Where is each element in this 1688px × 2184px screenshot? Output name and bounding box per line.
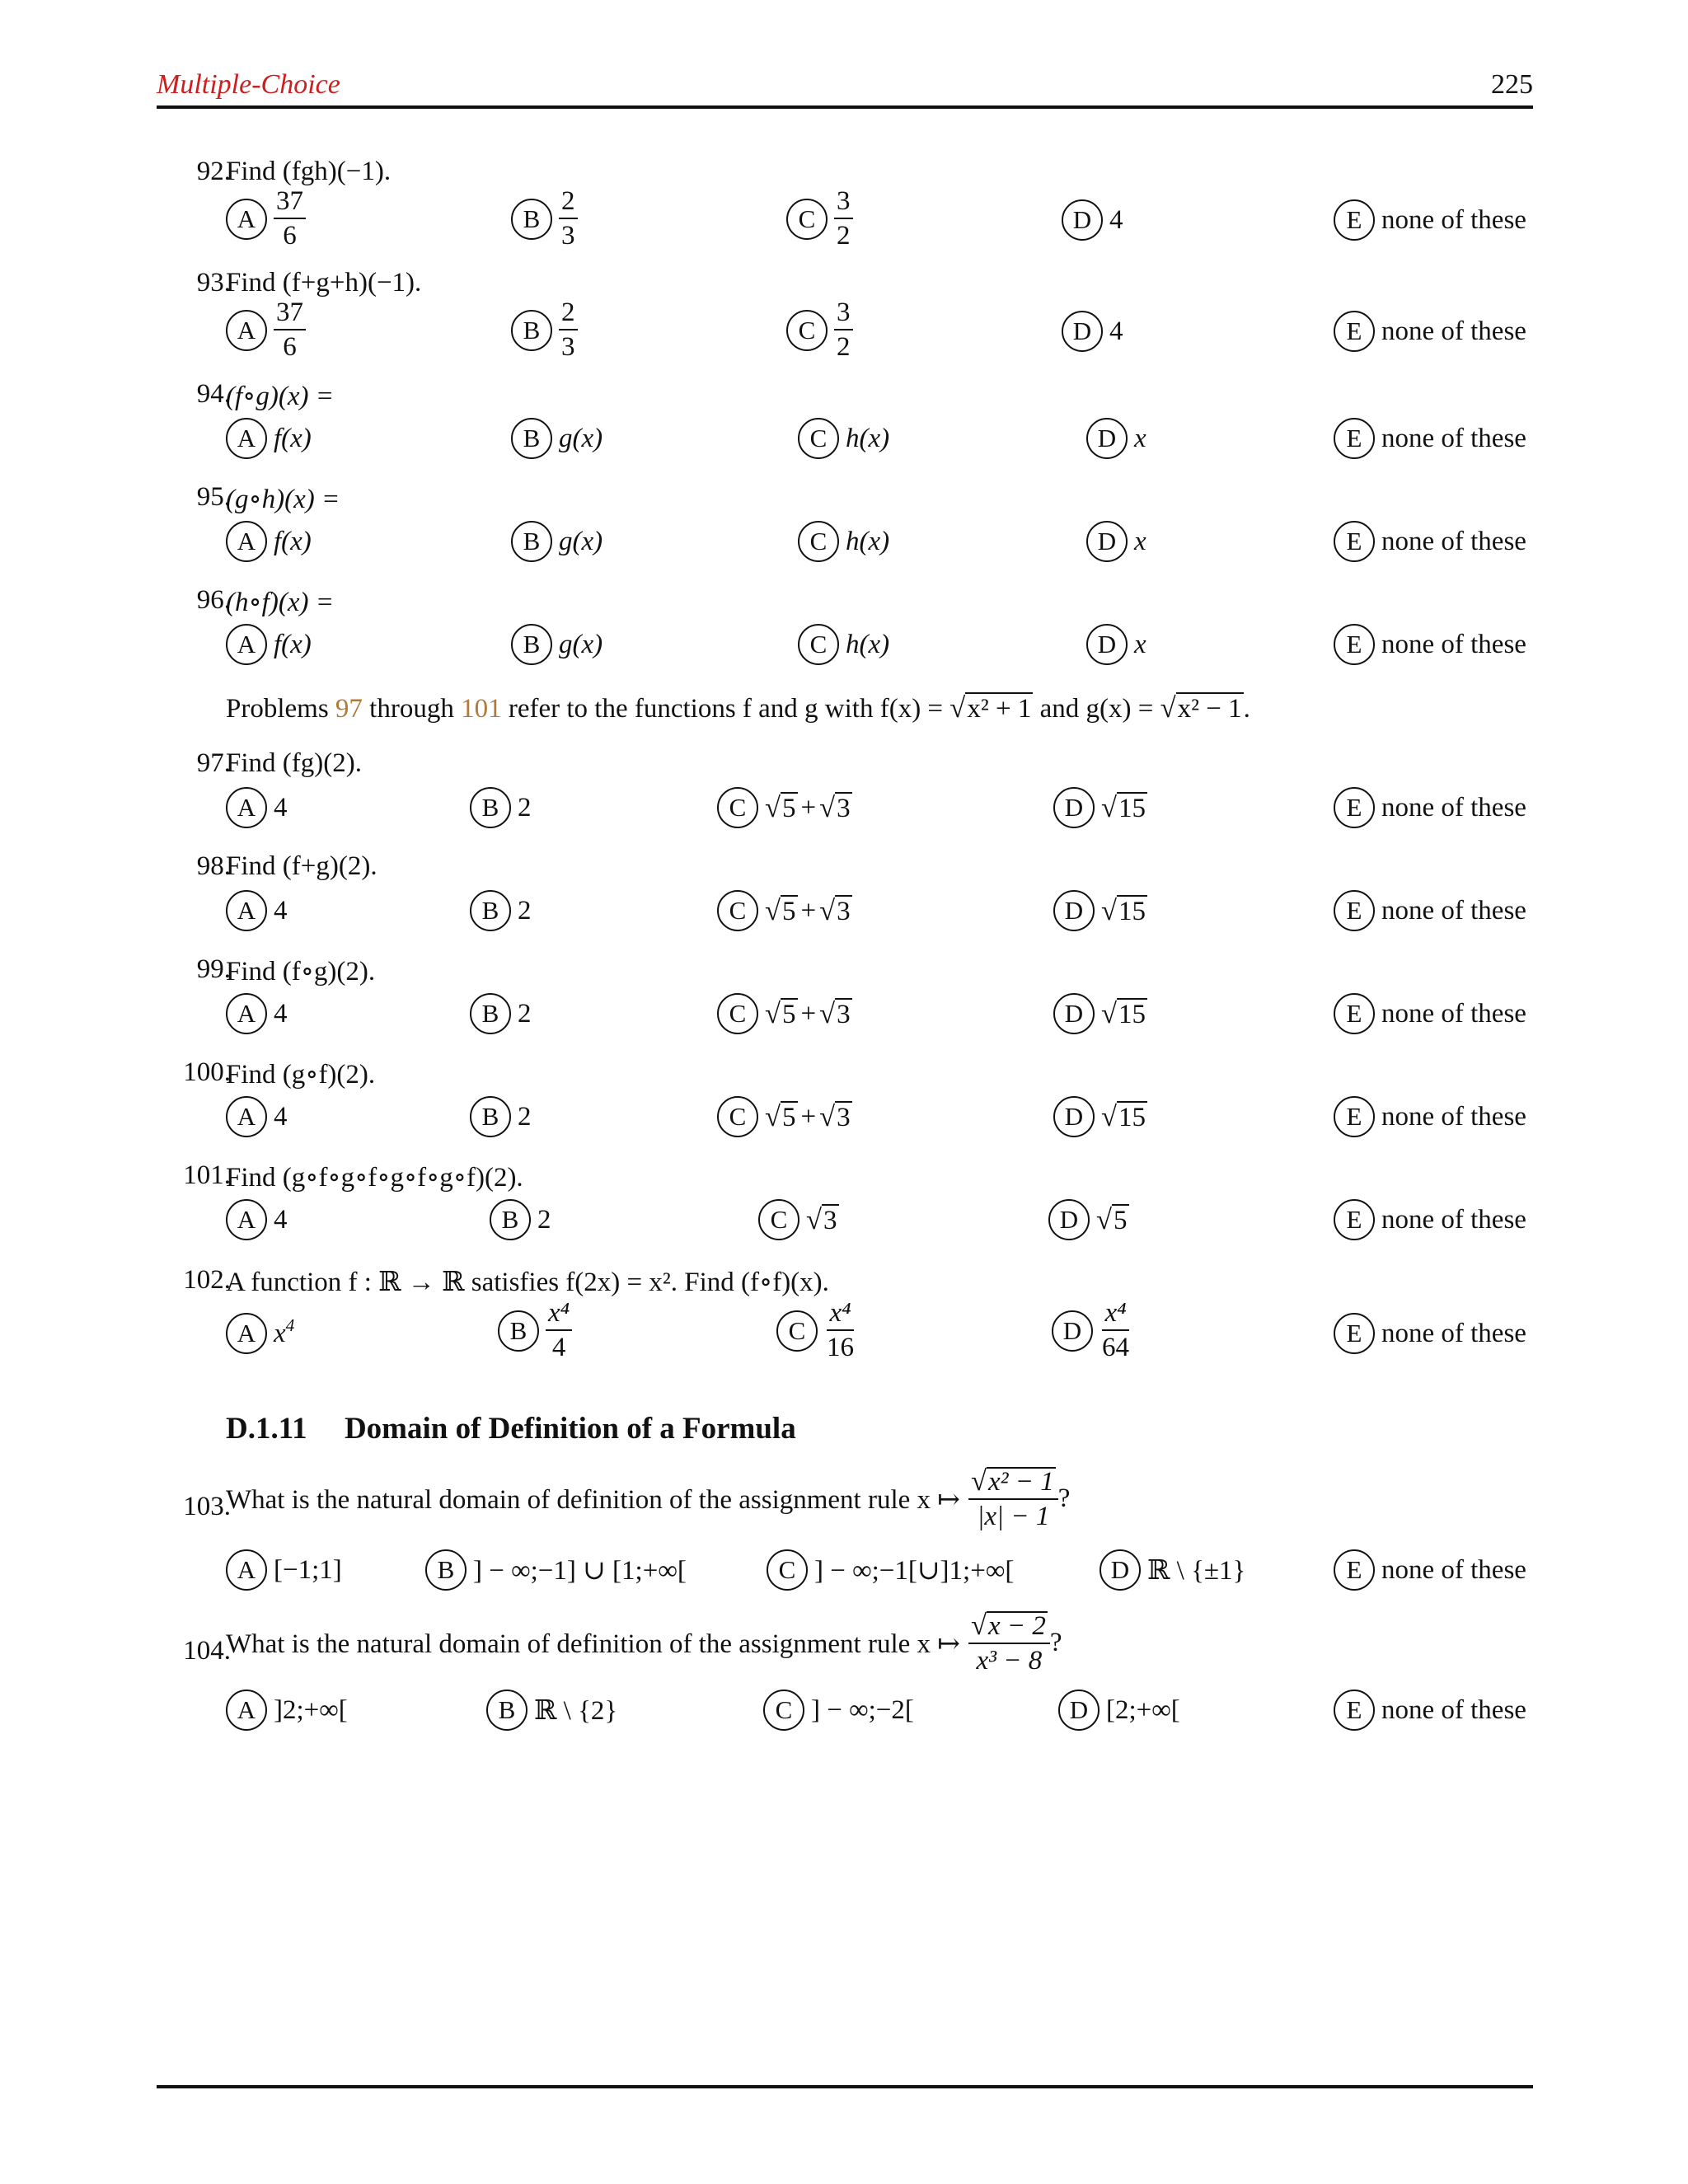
choice-d[interactable] — [1062, 311, 1123, 352]
choice-letter-circle: C — [758, 1199, 799, 1240]
choice-value: none of these — [1381, 1204, 1526, 1235]
choice-a[interactable] — [226, 521, 312, 562]
choice-c[interactable]: C √ 5 + √ 3 — [717, 993, 852, 1034]
choice-letter-circle: B — [511, 310, 552, 351]
choice-letter-circle: B — [498, 1310, 539, 1352]
choice-d[interactable] — [1100, 1549, 1245, 1591]
question-number: 98. — [196, 851, 231, 881]
choice-d[interactable] — [1086, 624, 1146, 665]
square-root: √ 15 — [1101, 894, 1146, 926]
choice-letter-circle: D — [1086, 624, 1128, 665]
choice-c[interactable]: C √ 5 + √ 3 — [717, 787, 852, 828]
choice-letter-circle: E — [1334, 787, 1375, 828]
choice-a[interactable] — [226, 1549, 342, 1591]
choice-letter-circle: B — [511, 521, 552, 562]
fraction: $\frac{\text{x⁴}}{4}$ — [546, 1300, 572, 1361]
choice-value: 4 — [1109, 204, 1123, 235]
choice-e[interactable] — [1334, 1549, 1526, 1591]
square-root: √ x − 2 — [970, 1610, 1046, 1641]
choice-letter-circle: D — [1053, 787, 1095, 828]
choice-value: x — [1134, 526, 1146, 556]
choice-b[interactable] — [511, 188, 578, 250]
choice-value: none of these — [1381, 316, 1526, 346]
choice-letter-circle: C — [798, 418, 839, 459]
choice-value: none of these — [1381, 1318, 1526, 1348]
square-root: √ 3 — [819, 997, 851, 1029]
square-root: √ 5 — [765, 997, 796, 1029]
choice-value: g(x) — [559, 423, 603, 453]
choice-value: none of these — [1381, 204, 1526, 235]
choice-c[interactable] — [786, 299, 853, 361]
choice-value: none of these — [1381, 423, 1526, 453]
choice-value: h(x) — [846, 526, 890, 556]
question-number: 92. — [196, 157, 231, 186]
question-stem: (g∘h)(x) = — [226, 485, 340, 514]
choice-value: 4 — [274, 792, 288, 823]
choice-e[interactable] — [1334, 1690, 1526, 1731]
question-number: 96. — [196, 585, 231, 615]
choice-d[interactable] — [1053, 787, 1147, 828]
square-root: √ x² + 1 — [950, 692, 1032, 724]
choice-a[interactable] — [226, 1199, 288, 1240]
choice-b[interactable] — [486, 1690, 617, 1731]
fraction: $\frac{3}{2}$ — [834, 188, 853, 250]
choice-letter-circle: D — [1062, 311, 1103, 352]
choice-value: none of these — [1381, 1554, 1526, 1585]
question-stem: Find (f∘g)(2). — [226, 957, 376, 987]
question-number: 101. — [183, 1160, 231, 1190]
choice-c[interactable] — [798, 418, 889, 459]
choice-value: ℝ \ {2} — [534, 1696, 618, 1726]
choice-value: 4 — [274, 1204, 288, 1235]
fraction: $\frac{\text{x⁴}}{64}$ — [1102, 1298, 1129, 1362]
choice-letter-circle: B — [470, 787, 511, 828]
choice-a[interactable] — [226, 418, 312, 459]
choice-value: x — [1134, 423, 1146, 453]
choice-value: none of these — [1381, 1694, 1526, 1725]
choice-a[interactable] — [226, 993, 288, 1034]
square-root: √ 3 — [819, 894, 851, 926]
choice-value: [−1;1] — [274, 1554, 342, 1585]
choice-letter-circle: A — [226, 418, 267, 459]
choice-letter-circle: E — [1334, 311, 1375, 352]
choice-d[interactable] — [1053, 1096, 1147, 1137]
choice-letter-circle: E — [1334, 521, 1375, 562]
choice-value: none of these — [1381, 526, 1526, 556]
choice-a[interactable] — [226, 1096, 288, 1137]
choice-d[interactable] — [1086, 418, 1146, 459]
choice-b[interactable] — [470, 1096, 532, 1137]
choice-e[interactable] — [1334, 1313, 1526, 1354]
question-stem: Find (f+g+h)(−1). — [226, 268, 422, 298]
choice-e[interactable] — [1334, 1199, 1526, 1240]
fraction: $\frac{37}{6}$ — [274, 188, 306, 250]
page-number: 225 — [1491, 69, 1533, 100]
choice-letter-circle: E — [1334, 1690, 1375, 1731]
choice-letter-circle: D — [1048, 1199, 1090, 1240]
choice-value: 2 — [537, 1204, 551, 1235]
fraction: $\frac{2}{3}$ — [559, 188, 578, 250]
choice-value: none of these — [1381, 1101, 1526, 1132]
question-number: 103. — [183, 1492, 231, 1521]
choice-d[interactable] — [1052, 1300, 1132, 1361]
question-number: 100. — [183, 1057, 231, 1087]
choice-value: ] − ∞;−2[ — [811, 1694, 914, 1725]
choice-value: none of these — [1381, 792, 1526, 823]
choice-letter-circle: B — [511, 199, 552, 240]
square-root: √ 5 — [765, 894, 796, 926]
choice-value: 4 — [274, 895, 288, 926]
choice-letter-circle: A — [226, 624, 267, 665]
choice-d[interactable] — [1053, 993, 1147, 1034]
section-title: Domain of Definition of a Formula — [344, 1412, 796, 1446]
choice-d[interactable] — [1058, 1690, 1180, 1731]
problems-intro: Problems 97 through 101 refer to the functions f and g with f(x) = √ x² + 1 and g(x) = √ x² − 1 . — [226, 692, 1250, 724]
choice-value: f(x) — [274, 423, 312, 453]
question-stem: Find (f+g)(2). — [226, 851, 377, 881]
square-root: √ x² − 1 — [1160, 692, 1242, 724]
question-stem: Find (fgh)(−1). — [226, 157, 392, 186]
choice-letter-circle: A — [226, 310, 267, 351]
choice-letter-circle: E — [1334, 1313, 1375, 1354]
choice-letter-circle: C — [798, 521, 839, 562]
question-stem: A function f : ℝ → ℝ satisfies f(2x) = x². Find (f∘f)(x). — [226, 1268, 829, 1297]
choice-b[interactable] — [425, 1549, 687, 1591]
choice-d[interactable] — [1048, 1199, 1129, 1240]
choice-c[interactable] — [776, 1300, 856, 1361]
choice-c[interactable] — [763, 1690, 914, 1731]
choice-value: [2;+∞[ — [1106, 1694, 1180, 1725]
choice-letter-circle: A — [226, 1549, 267, 1591]
choice-c[interactable] — [798, 624, 889, 665]
choice-letter-circle: A — [226, 1199, 267, 1240]
choice-letter-circle: E — [1334, 418, 1375, 459]
question-stem: What is the natural domain of definition of the assignment rule x ↦ √ x − 2 x³ − 8 ? — [226, 1610, 1062, 1675]
choice-letter-circle: A — [226, 199, 267, 240]
choice-e[interactable] — [1334, 890, 1526, 931]
question-number: 94. — [196, 379, 231, 409]
choice-letter-circle: C — [717, 1096, 758, 1137]
choice-letter-circle: D — [1062, 199, 1103, 241]
choice-value: ] − ∞;−1[∪]1;+∞[ — [814, 1556, 1015, 1586]
choice-value: none of these — [1381, 998, 1526, 1029]
question-stem: Find (g∘f)(2). — [226, 1060, 376, 1090]
choice-letter-circle: A — [226, 787, 267, 828]
choice-d[interactable] — [1086, 521, 1146, 562]
choice-value: 4 — [1109, 316, 1123, 346]
choice-letter-circle: A — [226, 993, 267, 1034]
choice-letter-circle: D — [1086, 418, 1128, 459]
question-number: 95. — [196, 482, 231, 512]
choice-letter-circle: C — [786, 199, 828, 240]
choice-value: h(x) — [846, 423, 890, 453]
question-stem: (h∘f)(x) = — [226, 588, 334, 617]
choice-value: 4 — [274, 1101, 288, 1132]
choice-a[interactable] — [226, 890, 288, 931]
square-root: √ 3 — [806, 1203, 837, 1235]
choice-letter-circle: E — [1334, 624, 1375, 665]
choice-letter-circle: A — [226, 1313, 267, 1354]
choice-letter-circle: E — [1334, 1199, 1375, 1240]
choice-a[interactable] — [226, 299, 306, 361]
choice-letter-circle: D — [1052, 1310, 1093, 1352]
choice-value: x — [1134, 629, 1146, 659]
choice-value: f(x) — [274, 526, 312, 556]
question-number: 104. — [183, 1636, 231, 1666]
choice-e[interactable] — [1334, 993, 1526, 1034]
choice-b[interactable] — [511, 521, 603, 562]
choice-b[interactable] — [490, 1199, 551, 1240]
square-root: √ 3 — [819, 791, 851, 823]
choice-letter-circle: E — [1334, 199, 1375, 241]
choice-letter-circle: C — [763, 1690, 804, 1731]
choice-d[interactable] — [1062, 199, 1123, 241]
choice-value: none of these — [1381, 629, 1526, 659]
choice-c[interactable] — [786, 188, 853, 250]
choice-value: g(x) — [559, 629, 603, 659]
running-header-section: Multiple-Choice — [157, 69, 340, 100]
question-number: 97. — [196, 748, 231, 778]
choice-letter-circle: C — [776, 1310, 818, 1352]
fraction: √ x − 2 x³ − 8 — [968, 1611, 1050, 1675]
choice-value: ] − ∞;−1] ∪ [1;+∞[ — [473, 1556, 687, 1586]
choice-letter-circle: B — [486, 1690, 528, 1731]
choice-letter-circle: A — [226, 1096, 267, 1137]
question-stem: (f∘g)(x) = — [226, 382, 334, 411]
choice-letter-circle: D — [1086, 521, 1128, 562]
choice-letter-circle: D — [1100, 1549, 1141, 1591]
square-root: √ 15 — [1101, 791, 1146, 823]
choice-value: $x^4$ — [274, 1315, 295, 1348]
choice-value: f(x) — [274, 629, 312, 659]
choice-b[interactable] — [470, 993, 532, 1034]
choice-e[interactable] — [1334, 199, 1526, 241]
question-number: 102. — [183, 1265, 231, 1295]
choice-value: 2 — [518, 1101, 532, 1132]
choice-b[interactable] — [511, 418, 603, 459]
choice-e[interactable] — [1334, 1096, 1526, 1137]
choice-b[interactable] — [511, 624, 603, 665]
choice-e[interactable] — [1334, 311, 1526, 352]
choice-letter-circle: E — [1334, 993, 1375, 1034]
square-root: √ 15 — [1101, 997, 1146, 1029]
square-root: √ 5 — [765, 791, 796, 823]
choice-value: none of these — [1381, 895, 1526, 926]
choice-a[interactable] — [226, 1313, 294, 1354]
choice-letter-circle: B — [511, 418, 552, 459]
choice-c[interactable] — [758, 1199, 839, 1240]
question-number: 93. — [196, 268, 231, 298]
choice-letter-circle: C — [798, 624, 839, 665]
choice-letter-circle: C — [717, 890, 758, 931]
fraction: $\frac{\text{x⁴}}{16}$ — [827, 1298, 854, 1362]
choice-letter-circle: C — [786, 310, 828, 351]
choice-value: 2 — [518, 792, 532, 823]
choice-letter-circle: B — [490, 1199, 531, 1240]
choice-letter-circle: A — [226, 521, 267, 562]
choice-value: 2 — [518, 998, 532, 1029]
choice-c[interactable]: C √ 5 + √ 3 — [717, 890, 852, 931]
choice-b[interactable] — [470, 890, 532, 931]
choice-e[interactable] — [1334, 521, 1526, 562]
choice-value: ]2;+∞[ — [274, 1694, 348, 1725]
choice-b[interactable] — [470, 787, 532, 828]
choice-letter-circle: A — [226, 1690, 267, 1731]
choice-value: ℝ \ {±1} — [1147, 1556, 1246, 1586]
square-root: √ x² − 1 — [970, 1465, 1054, 1497]
choice-letter-circle: C — [767, 1549, 808, 1591]
choice-a[interactable] — [226, 787, 288, 828]
choice-letter-circle: C — [717, 787, 758, 828]
choice-a[interactable] — [226, 188, 306, 250]
choice-letter-circle: E — [1334, 890, 1375, 931]
question-number: 99. — [196, 954, 231, 984]
choice-letter-circle: C — [717, 993, 758, 1034]
question-stem: What is the natural domain of definition of the assignment rule x ↦ √ x² − 1 |x| − 1 ? — [226, 1465, 1071, 1531]
choice-letter-circle: B — [470, 890, 511, 931]
fraction: √ x² − 1 |x| − 1 — [968, 1467, 1058, 1530]
section-number: D.1.11 — [226, 1412, 307, 1446]
fraction: $\frac{2}{3}$ — [559, 299, 578, 361]
section-heading — [226, 1411, 796, 1446]
choice-letter-circle: A — [226, 890, 267, 931]
choice-letter-circle: B — [470, 993, 511, 1034]
choice-a[interactable] — [226, 1690, 348, 1731]
choice-value: g(x) — [559, 526, 603, 556]
choice-b[interactable] — [498, 1300, 572, 1361]
choice-e[interactable] — [1334, 418, 1526, 459]
choice-letter-circle: E — [1334, 1549, 1375, 1591]
choice-e[interactable] — [1334, 624, 1526, 665]
cross-reference-link[interactable]: 101 — [461, 694, 502, 724]
choice-c[interactable] — [798, 521, 889, 562]
square-root: √ 5 — [1096, 1203, 1128, 1235]
header-rule — [157, 105, 1533, 109]
square-root: √ 5 — [765, 1100, 796, 1132]
cross-reference-link[interactable]: 97 — [335, 694, 363, 724]
choice-value: 2 — [518, 895, 532, 926]
choice-letter-circle: D — [1053, 890, 1095, 931]
choice-d[interactable] — [1053, 890, 1147, 931]
choice-b[interactable] — [511, 299, 578, 361]
fraction: $\frac{37}{6}$ — [274, 299, 306, 361]
choice-value: h(x) — [846, 629, 890, 659]
choice-letter-circle: B — [511, 624, 552, 665]
square-root: √ 3 — [819, 1100, 851, 1132]
choice-letter-circle: E — [1334, 1096, 1375, 1137]
choice-letter-circle: B — [470, 1096, 511, 1137]
choice-letter-circle: D — [1053, 993, 1095, 1034]
fraction: $\frac{3}{2}$ — [834, 299, 853, 361]
choice-letter-circle: D — [1053, 1096, 1095, 1137]
choice-c[interactable]: C √ 5 + √ 3 — [717, 1096, 852, 1137]
question-stem: Find (g∘f∘g∘f∘g∘f∘g∘f)(2). — [226, 1163, 523, 1193]
footer-rule — [157, 2085, 1533, 2088]
choice-letter-circle: B — [425, 1549, 467, 1591]
choice-letter-circle: D — [1058, 1690, 1100, 1731]
choice-value: 4 — [274, 998, 288, 1029]
choice-a[interactable] — [226, 624, 312, 665]
choice-e[interactable] — [1334, 787, 1526, 828]
question-stem: Find (fg)(2). — [226, 748, 362, 778]
choice-c[interactable] — [767, 1549, 1014, 1591]
square-root: √ 15 — [1101, 1100, 1146, 1132]
